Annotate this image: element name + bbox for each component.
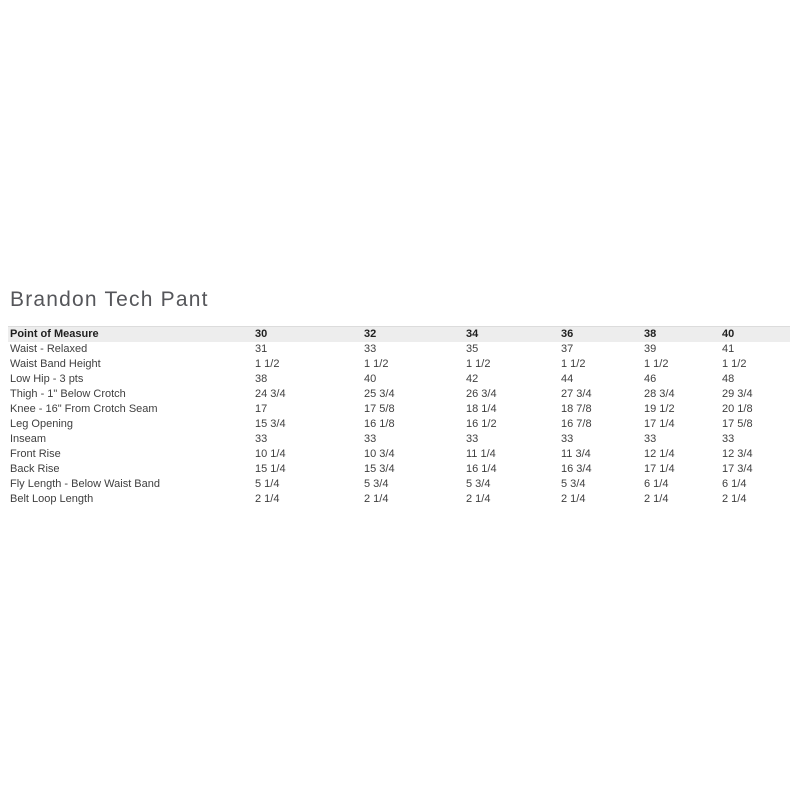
measurement-value: 1 1/2 bbox=[722, 358, 747, 370]
measurement-value: 46 bbox=[644, 373, 657, 385]
measurement-value: 18 7/8 bbox=[561, 403, 592, 415]
column-header-point-of-measure: Point of Measure bbox=[8, 327, 253, 343]
measurement-row bbox=[8, 357, 790, 372]
measurement-value: 44 bbox=[561, 373, 574, 385]
measurement-value: 1 1/2 bbox=[364, 358, 389, 370]
measurement-row bbox=[8, 447, 790, 462]
measurement-value: 28 3/4 bbox=[644, 388, 675, 400]
measurement-value: 5 1/4 bbox=[255, 478, 280, 490]
column-header-size-34: 34 bbox=[464, 327, 559, 343]
measurement-value: 20 1/8 bbox=[722, 403, 753, 415]
measurement-value: 12 1/4 bbox=[644, 448, 675, 460]
column-header-size-36: 36 bbox=[559, 327, 642, 343]
measurement-value: 17 3/4 bbox=[722, 463, 753, 475]
measurement-value: 18 1/4 bbox=[466, 403, 497, 415]
measurement-value: 12 3/4 bbox=[722, 448, 753, 460]
measurement-value: 11 1/4 bbox=[466, 448, 496, 460]
measurement-value: 10 3/4 bbox=[364, 448, 395, 460]
measurement-label: Waist - Relaxed bbox=[10, 343, 88, 355]
measurement-value: 17 5/8 bbox=[722, 418, 753, 430]
measurement-value: 11 3/4 bbox=[561, 448, 591, 460]
measurement-value: 40 bbox=[364, 373, 377, 385]
measurement-label: Waist Band Height bbox=[10, 358, 101, 370]
measurement-value: 5 3/4 bbox=[364, 478, 389, 490]
measurement-row bbox=[8, 387, 790, 402]
measurement-value: 2 1/4 bbox=[255, 493, 280, 505]
measurement-value: 41 bbox=[722, 343, 735, 355]
measurement-value: 5 3/4 bbox=[466, 478, 491, 490]
measurement-value: 38 bbox=[255, 373, 268, 385]
measurement-value: 17 1/4 bbox=[644, 463, 675, 475]
measurement-value: 33 bbox=[466, 433, 479, 445]
measurement-value: 42 bbox=[466, 373, 479, 385]
measurement-label: Leg Opening bbox=[10, 418, 73, 430]
measurement-row bbox=[8, 417, 790, 432]
table-body bbox=[8, 342, 790, 507]
measurement-value: 33 bbox=[364, 433, 377, 445]
measurement-label: Fly Length - Below Waist Band bbox=[10, 478, 160, 490]
measurement-value: 27 3/4 bbox=[561, 388, 592, 400]
measurement-value: 17 bbox=[255, 403, 268, 415]
measurement-value: 24 3/4 bbox=[255, 388, 286, 400]
measurement-value: 29 3/4 bbox=[722, 388, 753, 400]
measurement-value: 25 3/4 bbox=[364, 388, 395, 400]
measurement-value: 33 bbox=[644, 433, 657, 445]
measurement-label: Knee - 16" From Crotch Seam bbox=[10, 403, 158, 415]
size-chart-table bbox=[8, 326, 790, 507]
measurement-value: 16 1/8 bbox=[364, 418, 395, 430]
measurement-value: 5 3/4 bbox=[561, 478, 586, 490]
column-header-size-30: 30 bbox=[253, 327, 362, 343]
measurement-label: Low Hip - 3 pts bbox=[10, 373, 84, 385]
measurement-value: 1 1/2 bbox=[561, 358, 586, 370]
measurement-row bbox=[8, 432, 790, 447]
measurement-value: 19 1/2 bbox=[644, 403, 675, 415]
measurement-value: 37 bbox=[561, 343, 574, 355]
measurement-value: 17 5/8 bbox=[364, 403, 395, 415]
measurement-label: Inseam bbox=[10, 433, 47, 445]
measurement-label: Belt Loop Length bbox=[10, 493, 94, 505]
table-header-row bbox=[8, 327, 790, 343]
measurement-row bbox=[8, 492, 790, 507]
measurement-value: 2 1/4 bbox=[644, 493, 669, 505]
measurement-value: 16 7/8 bbox=[561, 418, 592, 430]
measurement-value: 39 bbox=[644, 343, 657, 355]
column-header-size-38: 38 bbox=[642, 327, 720, 343]
column-header-size-32: 32 bbox=[362, 327, 464, 343]
measurement-value: 16 1/2 bbox=[466, 418, 497, 430]
measurement-value: 15 3/4 bbox=[364, 463, 395, 475]
measurement-label: Front Rise bbox=[10, 448, 61, 460]
measurement-row bbox=[8, 477, 790, 492]
measurement-label: Thigh - 1" Below Crotch bbox=[10, 388, 126, 400]
measurement-label: Back Rise bbox=[10, 463, 60, 475]
measurement-value: 2 1/4 bbox=[466, 493, 491, 505]
measurement-value: 15 3/4 bbox=[255, 418, 286, 430]
product-title: Brandon Tech Pant bbox=[10, 288, 209, 311]
measurement-value: 1 1/2 bbox=[466, 358, 491, 370]
measurement-value: 10 1/4 bbox=[255, 448, 286, 460]
measurement-value: 33 bbox=[561, 433, 574, 445]
measurement-value: 33 bbox=[722, 433, 735, 445]
measurement-value: 15 1/4 bbox=[255, 463, 286, 475]
measurement-value: 31 bbox=[255, 343, 268, 355]
measurement-value: 33 bbox=[255, 433, 268, 445]
measurement-row bbox=[8, 342, 790, 357]
column-header-size-40: 40 bbox=[720, 327, 790, 343]
measurement-value: 2 1/4 bbox=[722, 493, 747, 505]
measurement-value: 26 3/4 bbox=[466, 388, 497, 400]
measurement-value: 6 1/4 bbox=[722, 478, 747, 490]
measurement-row bbox=[8, 372, 790, 387]
measurement-value: 33 bbox=[364, 343, 377, 355]
measurement-value: 6 1/4 bbox=[644, 478, 669, 490]
measurement-value: 48 bbox=[722, 373, 735, 385]
measurement-value: 2 1/4 bbox=[364, 493, 389, 505]
measurement-value: 1 1/2 bbox=[644, 358, 669, 370]
measurement-value: 1 1/2 bbox=[255, 358, 280, 370]
measurement-value: 35 bbox=[466, 343, 479, 355]
measurement-value: 2 1/4 bbox=[561, 493, 586, 505]
measurement-value: 16 3/4 bbox=[561, 463, 592, 475]
measurement-value: 16 1/4 bbox=[466, 463, 497, 475]
measurement-row bbox=[8, 462, 790, 477]
measurement-row bbox=[8, 402, 790, 417]
measurement-value: 17 1/4 bbox=[644, 418, 675, 430]
